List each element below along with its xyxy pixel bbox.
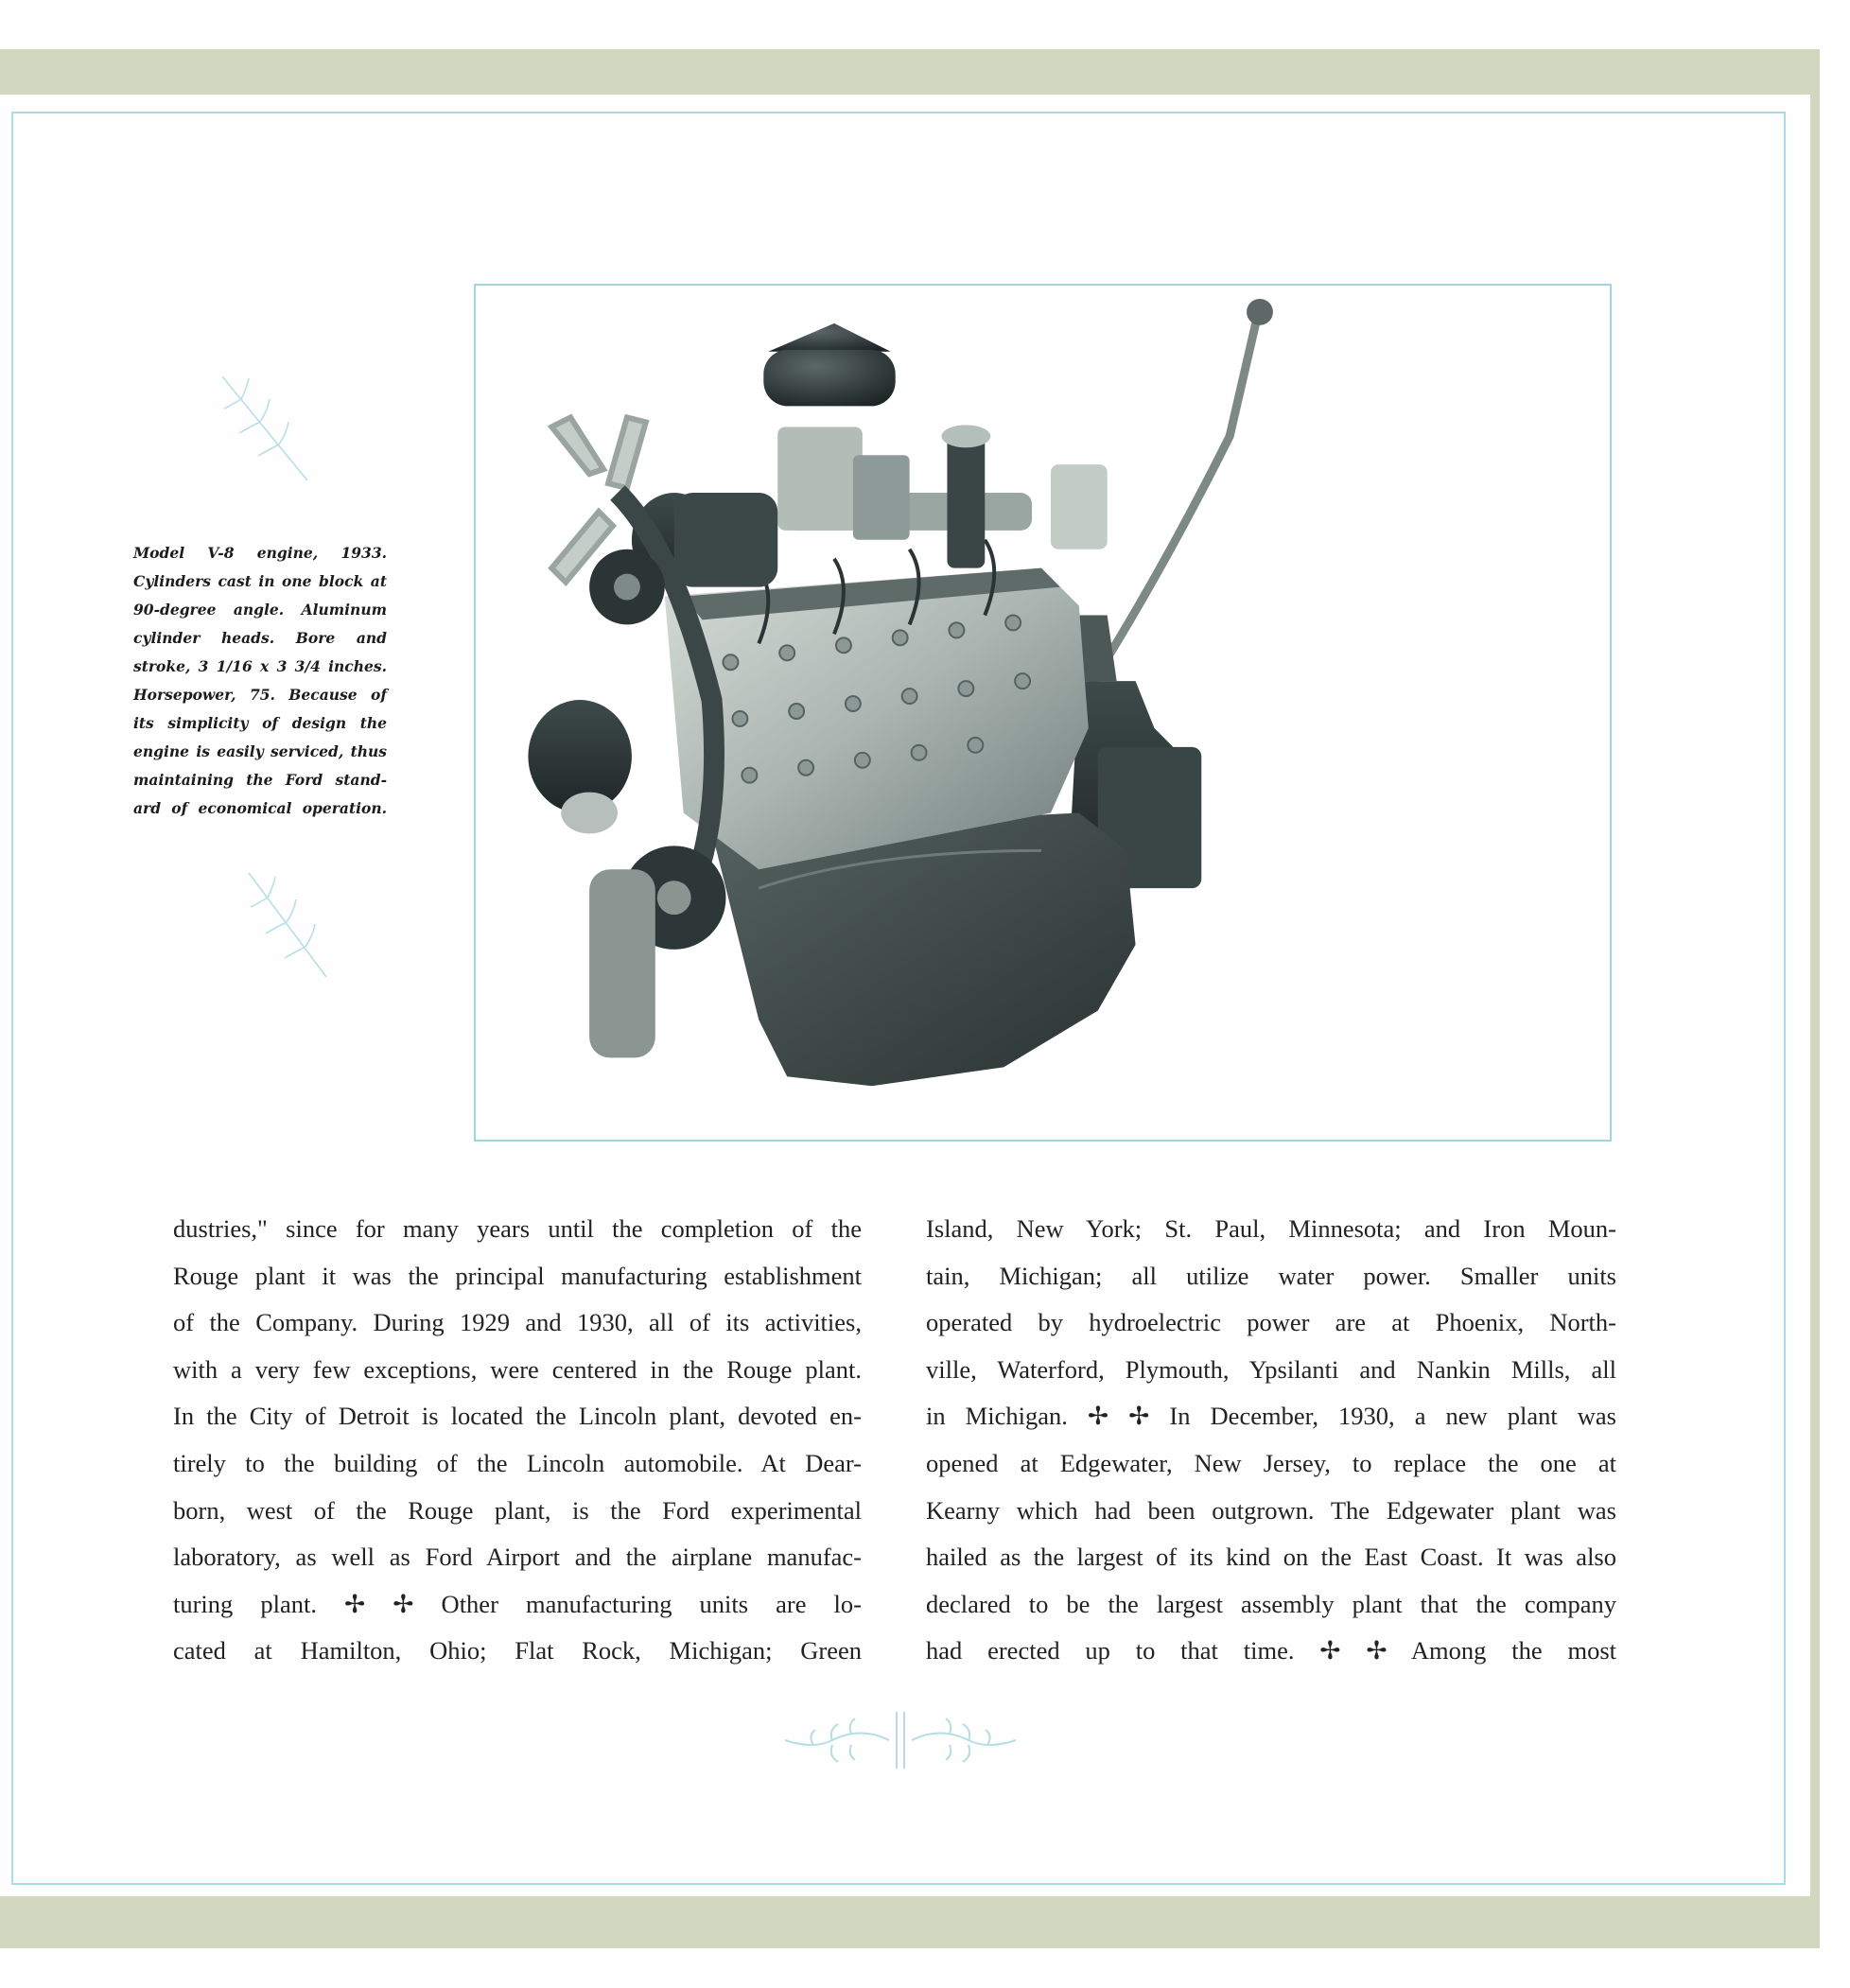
caption-line: its simplicity of design the bbox=[133, 714, 387, 732]
bottom-ornament-icon bbox=[757, 1707, 1040, 1773]
body-line: In the City of Detroit is located the Lincoln plant, devoted en- bbox=[173, 1402, 862, 1431]
body-line: had erected up to that time. ✢ ✢ Among the most bbox=[926, 1636, 1616, 1665]
leaf-sprig-icon bbox=[213, 367, 317, 490]
body-line: hailed as the largest of its kind on the East Coast. It was also bbox=[926, 1543, 1616, 1572]
engine-caption bbox=[133, 539, 387, 823]
body-column-right bbox=[926, 1206, 1616, 1675]
body-line: tirely to the building of the Lincoln automobile. At Dear- bbox=[173, 1448, 862, 1477]
caption-line: ard of economical operation. bbox=[133, 799, 387, 817]
caption-line: Cylinders cast in one block at bbox=[133, 572, 387, 590]
body-line: cated at Hamilton, Ohio; Flat Rock, Michigan; Green bbox=[173, 1636, 862, 1665]
body-line: with a very few exceptions, were centered in the Rouge plant. bbox=[173, 1354, 862, 1384]
engine-photo-frame bbox=[474, 284, 1612, 1142]
body-column-left bbox=[173, 1206, 862, 1675]
body-line: Kearny which had been outgrown. The Edgewater plant was bbox=[926, 1495, 1616, 1525]
body-line: operated by hydroelectric power are at Phoenix, North- bbox=[926, 1308, 1616, 1337]
body-line: tain, Michigan; all utilize water power. Smaller units bbox=[926, 1261, 1616, 1290]
engine-illustration bbox=[476, 286, 1610, 1140]
body-line: Island, New York; St. Paul, Minnesota; and Iron Moun- bbox=[926, 1214, 1616, 1243]
body-line: turing plant. ✢ ✢ Other manufacturing units are lo- bbox=[173, 1589, 862, 1618]
body-line: of the Company. During 1929 and 1930, all of its activities, bbox=[173, 1308, 862, 1337]
caption-line: Horsepower, 75. Because of bbox=[133, 686, 387, 704]
leaf-sprig-icon bbox=[241, 865, 336, 984]
body-line: declared to be the largest assembly plant that the company bbox=[926, 1589, 1616, 1618]
body-line: opened at Edgewater, New Jersey, to replace the one at bbox=[926, 1448, 1616, 1477]
caption-line: engine is easily serviced, thus bbox=[133, 742, 387, 760]
body-line: Rouge plant it was the principal manufacturing establishment bbox=[173, 1261, 862, 1290]
caption-line: 90-degree angle. Aluminum bbox=[133, 601, 387, 619]
caption-line: stroke, 3 1/16 x 3 3/4 inches. bbox=[133, 657, 387, 675]
caption-line: maintaining the Ford stand- bbox=[133, 771, 387, 789]
caption-line: Model V-8 engine, 1933. bbox=[133, 544, 387, 562]
body-line: dustries," since for many years until the completion of the bbox=[173, 1214, 862, 1243]
body-line: in Michigan. ✢ ✢ In December, 1930, a new plant was bbox=[926, 1402, 1616, 1431]
body-line: laboratory, as well as Ford Airport and the airplane manufac- bbox=[173, 1543, 862, 1572]
body-line: born, west of the Rouge plant, is the Ford experimental bbox=[173, 1495, 862, 1525]
body-line: ville, Waterford, Plymouth, Ypsilanti and Nankin Mills, all bbox=[926, 1354, 1616, 1384]
caption-line: cylinder heads. Bore and bbox=[133, 629, 387, 647]
